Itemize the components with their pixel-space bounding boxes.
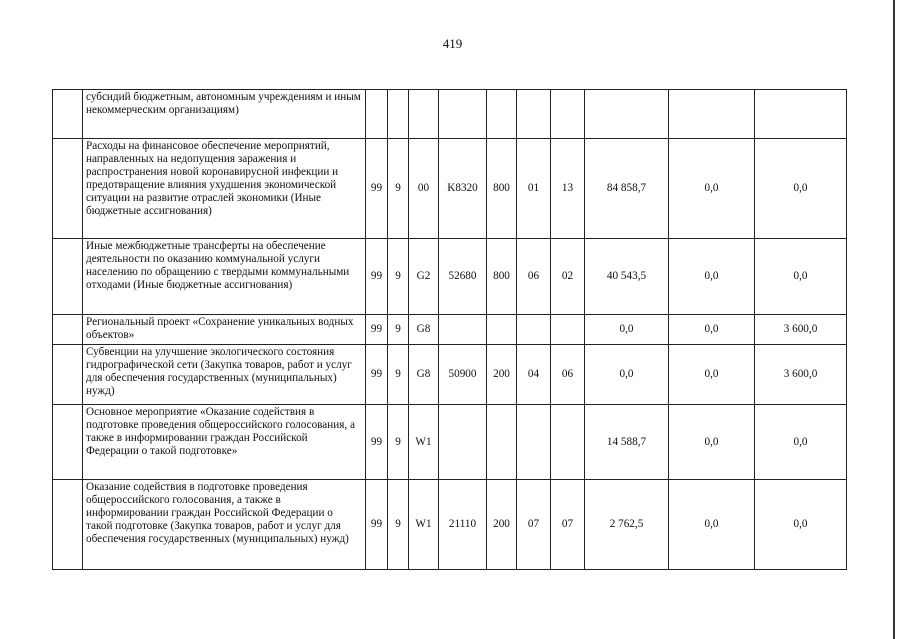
amount-year-3-cell: 0,0 <box>755 139 847 239</box>
subsection-code-cell: 07 <box>551 480 585 570</box>
amount-year-3-cell: 3 600,0 <box>755 345 847 405</box>
event-code-cell: G2 <box>409 239 439 315</box>
name-cell: Основное мероприятие «Оказание содействия в подготовке проведения общероссийского голосования, а также в информировании граждан Российской Федерации о такой подготовке» <box>83 405 366 480</box>
table-row <box>53 315 847 345</box>
expense-type-cell: 800 <box>487 239 517 315</box>
section-code-cell: 06 <box>517 239 551 315</box>
event-code-cell: 00 <box>409 139 439 239</box>
event-code-cell: W1 <box>409 405 439 480</box>
row-number-cell <box>53 405 83 480</box>
row-number-cell <box>53 315 83 345</box>
amount-year-2-cell: 0,0 <box>669 139 755 239</box>
expense-type-cell: 800 <box>487 139 517 239</box>
amount-year-2-cell: 0,0 <box>669 239 755 315</box>
direction-code-cell: 50900 <box>439 345 487 405</box>
amount-year-3-cell: 3 600,0 <box>755 315 847 345</box>
program-code-cell: 99 <box>366 405 388 480</box>
row-number-cell <box>53 239 83 315</box>
amount-year-2-cell: 0,0 <box>669 315 755 345</box>
direction-code-cell <box>439 315 487 345</box>
event-code-cell: W1 <box>409 480 439 570</box>
direction-code-cell <box>439 90 487 139</box>
section-code-cell: 04 <box>517 345 551 405</box>
program-code-cell <box>366 90 388 139</box>
amount-year-1-cell: 2 762,5 <box>585 480 669 570</box>
amount-year-2-cell: 0,0 <box>669 345 755 405</box>
table-row <box>53 480 847 570</box>
amount-year-3-cell: 0,0 <box>755 480 847 570</box>
program-code-cell: 99 <box>366 345 388 405</box>
direction-code-cell: 21110 <box>439 480 487 570</box>
program-code-cell: 99 <box>366 315 388 345</box>
section-code-cell <box>517 405 551 480</box>
table-row <box>53 405 847 480</box>
amount-year-1-cell <box>585 90 669 139</box>
subprogram-code-cell: 9 <box>388 480 409 570</box>
section-code-cell: 07 <box>517 480 551 570</box>
subprogram-code-cell: 9 <box>388 405 409 480</box>
amount-year-1-cell: 40 543,5 <box>585 239 669 315</box>
amount-year-1-cell: 0,0 <box>585 315 669 345</box>
page-number: 419 <box>442 36 463 51</box>
subsection-code-cell <box>551 90 585 139</box>
expense-type-cell <box>487 90 517 139</box>
event-code-cell: G8 <box>409 315 439 345</box>
section-code-cell: 01 <box>517 139 551 239</box>
row-number-cell <box>53 345 83 405</box>
subprogram-code-cell: 9 <box>388 345 409 405</box>
program-code-cell: 99 <box>366 239 388 315</box>
table-row <box>53 345 847 405</box>
name-cell: Региональный проект «Сохранение уникальных водных объектов» <box>83 315 366 345</box>
program-code-cell: 99 <box>366 139 388 239</box>
subsection-code-cell <box>551 315 585 345</box>
name-cell: Расходы на финансовое обеспечение мероприятий, направленных на недопущения заражения и распространения новой коронавирусной инфекции и предотвращение влияния ухудшения экономической ситуации на развитие отраслей экономики (Иные бюджетные ассигнования) <box>83 139 366 239</box>
name-cell: Оказание содействия в подготовке проведения общероссийского голосования, а также в информировании граждан Российской Федерации о такой подготовке (Закупка товаров, работ и услуг для обеспечения государственных (муниципальных) нужд) <box>83 480 366 570</box>
row-number-cell <box>53 90 83 139</box>
name-cell: Иные межбюджетные трансферты на обеспечение деятельности по оказанию коммунальной услуги населению по обращению с твердыми коммунальными отходами (Иные бюджетные ассигнования) <box>83 239 366 315</box>
amount-year-1-cell: 84 858,7 <box>585 139 669 239</box>
event-code-cell: G8 <box>409 345 439 405</box>
direction-code-cell <box>439 405 487 480</box>
amount-year-2-cell <box>669 90 755 139</box>
subprogram-code-cell: 9 <box>388 315 409 345</box>
subprogram-code-cell: 9 <box>388 139 409 239</box>
direction-code-cell: 52680 <box>439 239 487 315</box>
amount-year-3-cell: 0,0 <box>755 405 847 480</box>
amount-year-1-cell: 14 588,7 <box>585 405 669 480</box>
expense-type-cell <box>487 405 517 480</box>
expense-type-cell: 200 <box>487 480 517 570</box>
subsection-code-cell: 02 <box>551 239 585 315</box>
row-number-cell <box>53 139 83 239</box>
subsection-code-cell: 06 <box>551 345 585 405</box>
amount-year-3-cell <box>755 90 847 139</box>
subsection-code-cell: 13 <box>551 139 585 239</box>
amount-year-3-cell: 0,0 <box>755 239 847 315</box>
subprogram-code-cell: 9 <box>388 239 409 315</box>
table-row <box>53 90 847 139</box>
section-code-cell <box>517 315 551 345</box>
amount-year-2-cell: 0,0 <box>669 480 755 570</box>
budget-table <box>52 89 847 570</box>
table-row <box>53 139 847 239</box>
program-code-cell: 99 <box>366 480 388 570</box>
direction-code-cell: K8320 <box>439 139 487 239</box>
expense-type-cell: 200 <box>487 345 517 405</box>
expense-type-cell <box>487 315 517 345</box>
event-code-cell <box>409 90 439 139</box>
name-cell: Субвенции на улучшение экологического состояния гидрографической сети (Закупка товаров, работ и услуг для обеспечения государственных (муниципальных) нужд) <box>83 345 366 405</box>
scan-edge-line <box>893 0 895 639</box>
amount-year-1-cell: 0,0 <box>585 345 669 405</box>
subprogram-code-cell <box>388 90 409 139</box>
name-cell: субсидий бюджетным, автономным учреждениям и иным некоммерческим организациям) <box>83 90 366 139</box>
row-number-cell <box>53 480 83 570</box>
table-row <box>53 239 847 315</box>
amount-year-2-cell: 0,0 <box>669 405 755 480</box>
section-code-cell <box>517 90 551 139</box>
subsection-code-cell <box>551 405 585 480</box>
